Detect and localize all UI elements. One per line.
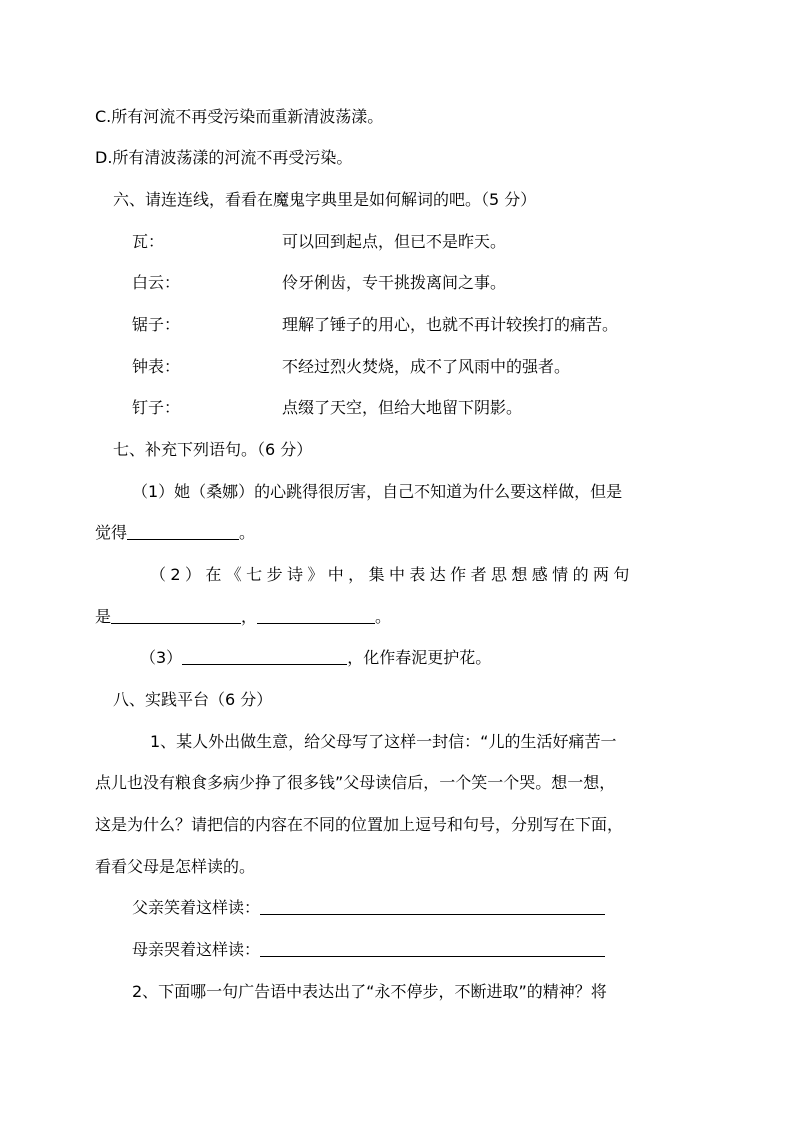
match-definition: 不经过烈火焚烧，成不了风雨中的强者。 xyxy=(282,357,571,376)
question7-2-line2 xyxy=(95,606,391,628)
match-definition: 可以回到起点，但已不是昨天。 xyxy=(282,232,507,251)
section6-title: 六、请连连线，看看在魔鬼字典里是如何解词的吧。（5 分） xyxy=(113,190,537,209)
option-d: D.所有清波荡漾的河流不再受污染。 xyxy=(95,148,353,167)
answer-blank[interactable] xyxy=(257,607,375,624)
answer-blank[interactable] xyxy=(127,523,239,540)
question8-1-line: 点儿也没有粮食多病少挣了很多钱”父母读信后，一个笑一个哭。想一想， xyxy=(95,773,616,792)
question7-3-suffix: ，化作春泥更护花。 xyxy=(347,648,492,667)
option-c: C.所有河流不再受污染而重新清波荡漾。 xyxy=(95,107,384,126)
section8-title: 八、实践平台（6 分） xyxy=(113,690,273,709)
match-word: 瓦： xyxy=(132,232,165,251)
question7-2-prefix: 是 xyxy=(95,607,112,626)
match-definition: 理解了锤子的用心，也就不再计较挨打的痛苦。 xyxy=(282,315,619,334)
question8-1-line: 1、某人外出做生意，给父母写了这样一封信：“儿的生活好痛苦一 xyxy=(150,732,617,751)
match-definition: 点缀了天空，但给大地留下阴影。 xyxy=(282,398,523,417)
question7-1-prefix: 觉得 xyxy=(95,523,128,542)
question7-1-line1: （1）她（桑娜）的心跳得很厉害，自己不知道为什么要这样做，但是 xyxy=(132,482,623,501)
match-word: 钟表： xyxy=(132,357,181,376)
match-definition: 伶牙俐齿，专干挑拨离间之事。 xyxy=(282,273,507,292)
match-word: 锯子： xyxy=(132,315,181,334)
question8-2-line: 2、下面哪一句广告语中表达出了“永不停步，不断进取”的精神？将 xyxy=(132,982,607,1001)
match-word: 白云： xyxy=(132,273,181,292)
question7-3-prefix: （3） xyxy=(140,648,183,667)
father-answer-row xyxy=(132,897,605,919)
answer-blank[interactable] xyxy=(260,898,605,915)
question7-3 xyxy=(140,647,491,669)
answer-blank[interactable] xyxy=(260,940,605,957)
question7-1-suffix: 。 xyxy=(239,523,256,542)
question7-1-line2 xyxy=(95,522,255,544)
mother-answer-row xyxy=(132,939,605,961)
question8-1-line: 这是为什么？请把信的内容在不同的位置加上逗号和句号，分别写在下面， xyxy=(95,815,624,834)
answer-blank[interactable] xyxy=(182,648,347,665)
question8-1-line: 看看父母是怎样读的。 xyxy=(95,857,256,876)
question7-2-separator: ， xyxy=(241,607,258,626)
question7-2-line1: （2）在《七步诗》中，集中表达作者思想感情的两句 xyxy=(150,565,634,584)
question7-2-suffix: 。 xyxy=(375,607,392,626)
match-word: 钉子： xyxy=(132,398,181,417)
answer-blank[interactable] xyxy=(111,607,241,624)
father-label: 父亲笑着这样读： xyxy=(132,898,261,917)
section7-title: 七、补充下列语句。（6 分） xyxy=(113,440,313,459)
mother-label: 母亲哭着这样读： xyxy=(132,940,261,959)
